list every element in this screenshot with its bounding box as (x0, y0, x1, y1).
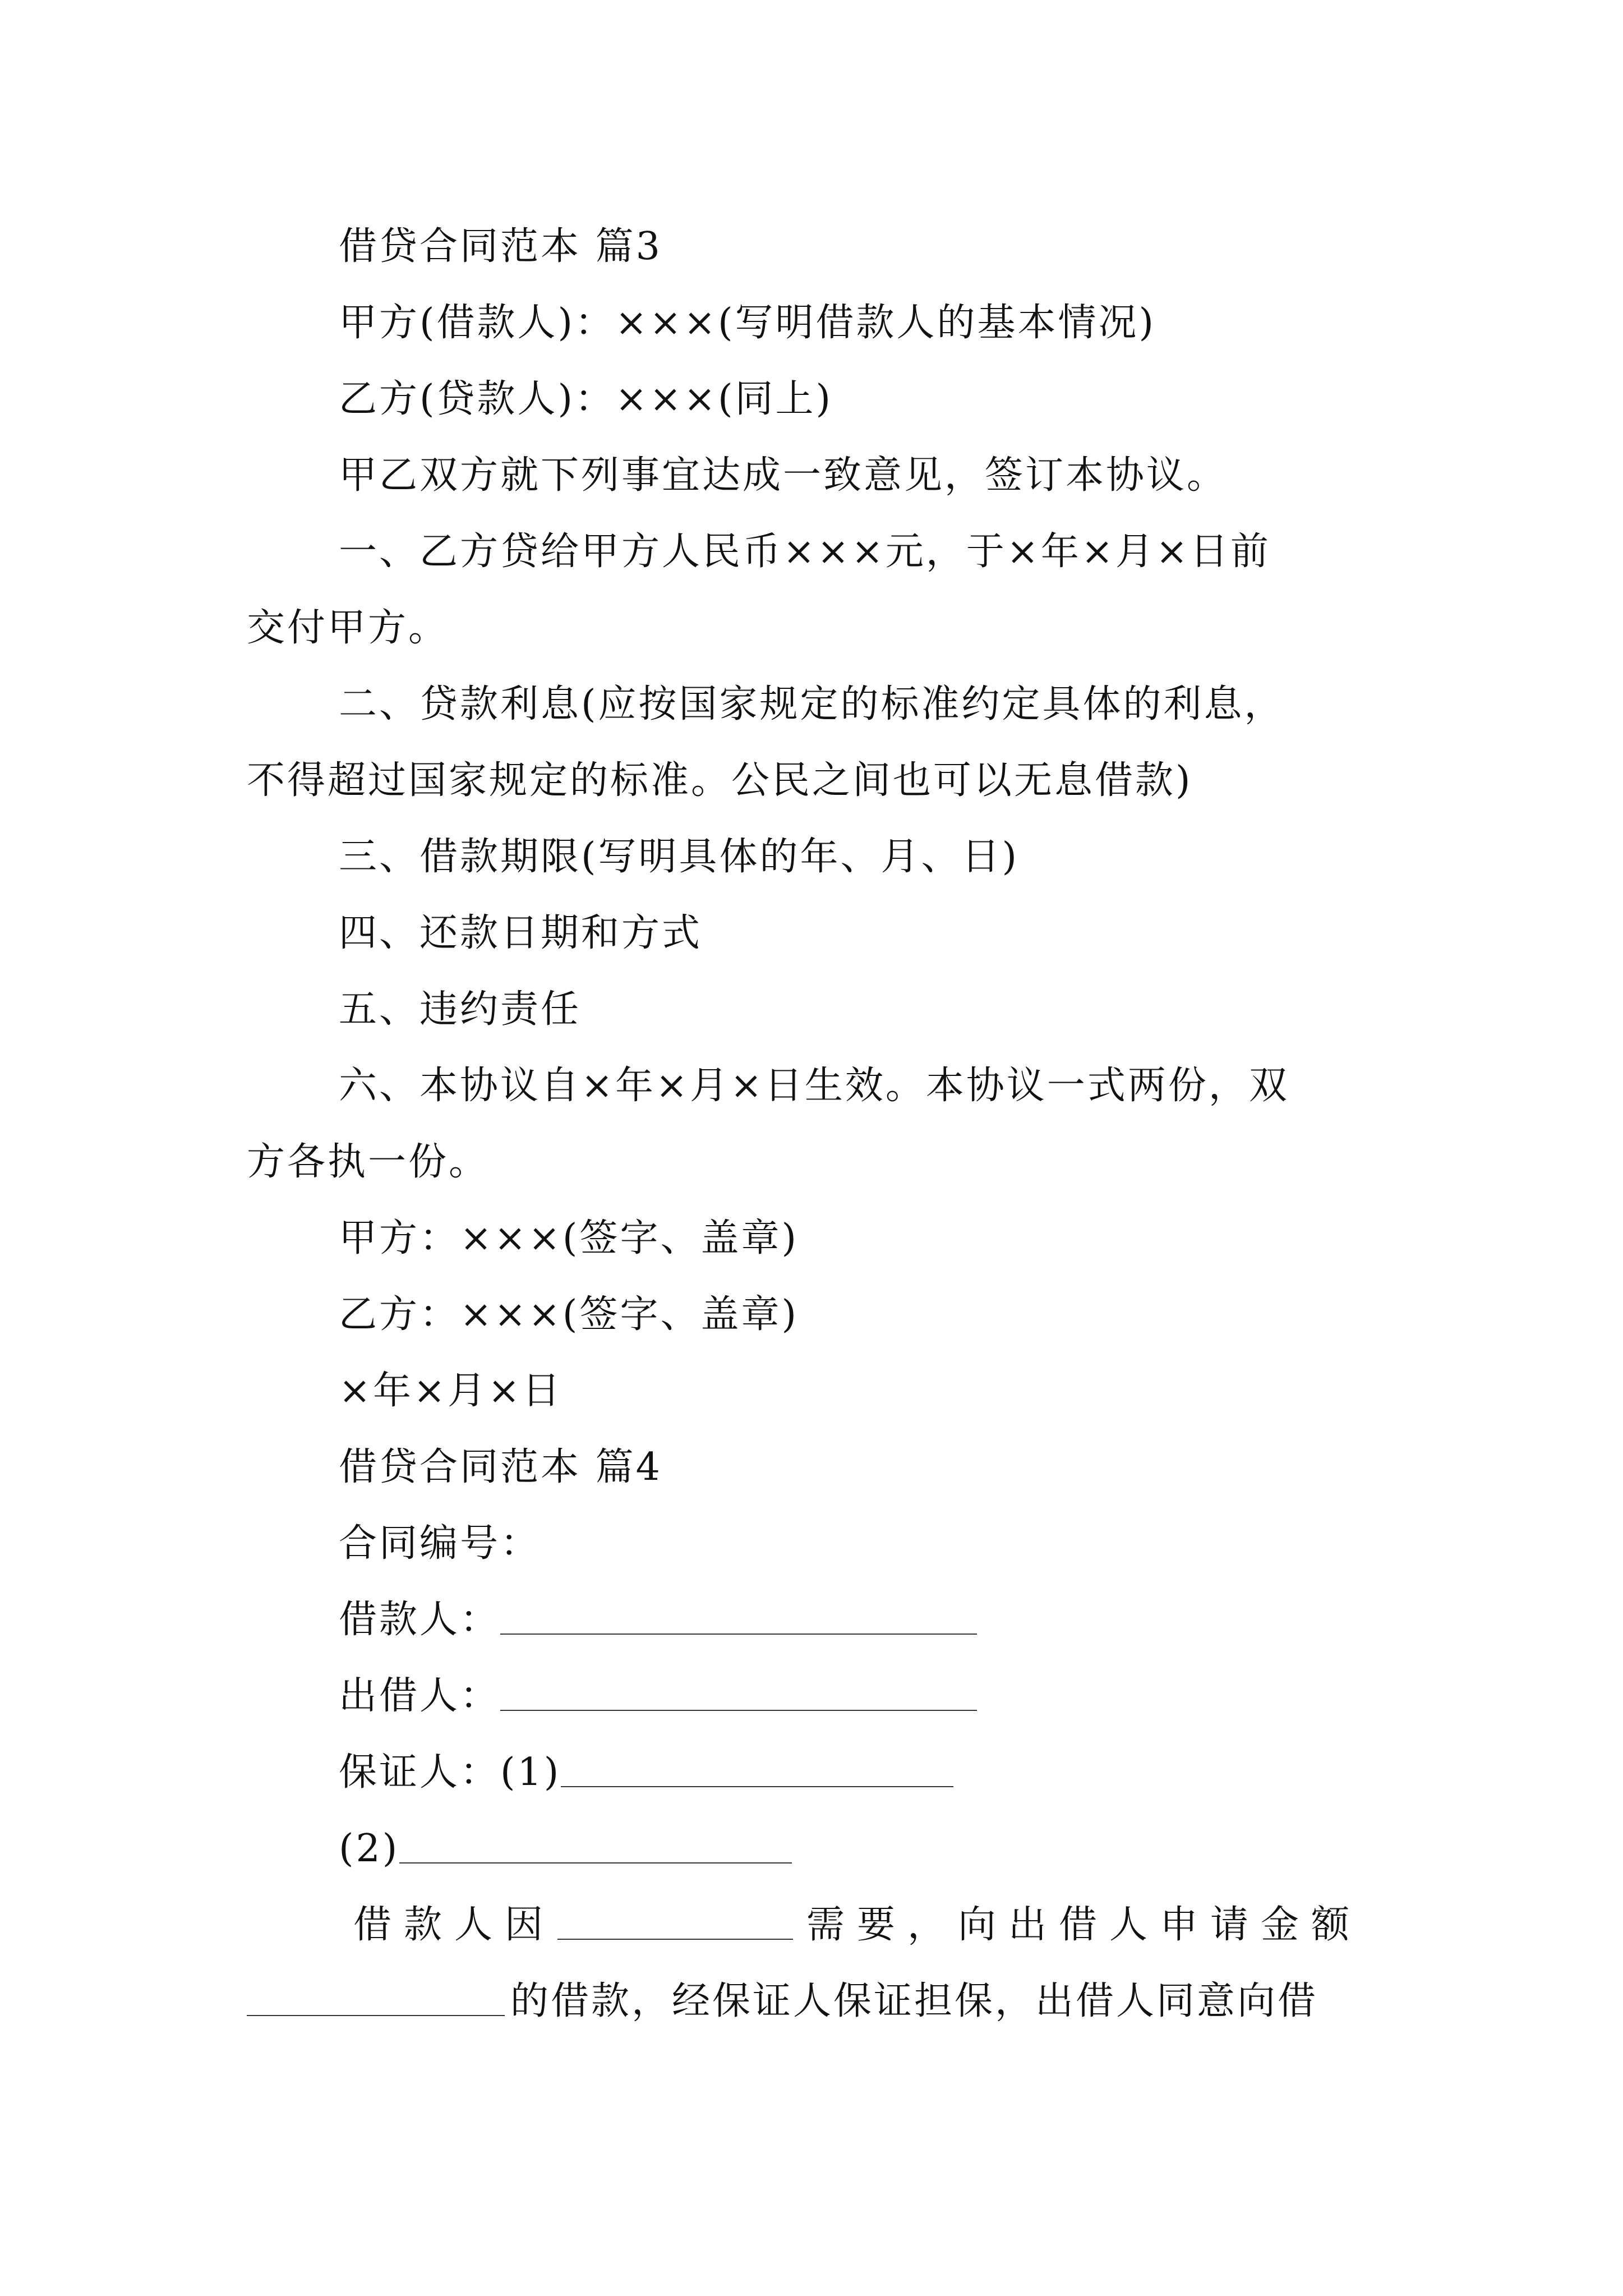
loan-amount-line (247, 1963, 1380, 2040)
signature-party-a: 甲方：×××(签字、盖章) (339, 1216, 799, 1260)
clause-1-line-2: 交付甲方。 (247, 606, 449, 650)
clause-2-line-2: 不得超过国家规定的标准。公民之间也可以无息借款) (247, 758, 1193, 803)
loan-purpose-blank[interactable] (557, 1938, 793, 1940)
borrower-blank[interactable] (500, 1633, 977, 1635)
loan-purpose-text-1: 借款人因 (353, 1903, 556, 1947)
clause-1-line-1: 一、乙方贷给甲方人民币×××元，于×年×月×日前 (339, 530, 1271, 574)
signature-date: ×年×月×日 (339, 1369, 562, 1413)
borrower-row (247, 1582, 1380, 1658)
document-body (247, 209, 1380, 2040)
lender-blank[interactable] (500, 1709, 977, 1711)
section-title-4: 借贷合同范本 篇4 (339, 1445, 662, 1489)
clause-6-line-2: 方各执一份。 (247, 1140, 490, 1184)
guarantor-1-blank[interactable] (561, 1786, 953, 1787)
signature-party-b: 乙方：×××(签字、盖章) (339, 1292, 799, 1337)
borrower-label: 借款人： (339, 1598, 501, 1642)
agreement-intro: 甲乙双方就下列事宜达成一致意见，签订本协议。 (339, 453, 1228, 498)
loan-purpose-line (247, 1887, 1380, 1963)
guarantor-2-blank[interactable] (399, 1862, 792, 1864)
party-b-line: 乙方(贷款人)：×××(同上) (339, 377, 833, 421)
guarantor-2-label: (2) (339, 1826, 400, 1871)
loan-purpose-text-2: 需要，向出借人申请金额 (806, 1903, 1362, 1947)
loan-amount-text: 的借款，经保证人保证担保，出借人同意向借 (510, 1979, 1318, 2023)
clause-6-line-1: 六、本协议自×年×月×日生效。本协议一式两份，双 (339, 1064, 1289, 1108)
party-a-line: 甲方(借款人)：×××(写明借款人的基本情况) (339, 301, 1156, 345)
clause-3: 三、借款期限(写明具体的年、月、日) (339, 835, 1020, 879)
guarantor-row-2 (247, 1811, 1380, 1887)
clause-4: 四、还款日期和方式 (339, 911, 703, 955)
guarantor-row-1 (247, 1734, 1380, 1811)
loan-amount-blank[interactable] (247, 2014, 505, 2016)
lender-label: 出借人： (339, 1674, 501, 1718)
lender-row (247, 1658, 1380, 1734)
clause-2-line-1: 二、贷款利息(应按国家规定的标准约定具体的利息， (339, 682, 1285, 726)
contract-number-label: 合同编号： (339, 1521, 541, 1566)
guarantor-label: 保证人：(1) (339, 1750, 561, 1795)
section-title-3: 借贷合同范本 篇3 (339, 224, 662, 269)
clause-5: 五、违约责任 (339, 987, 582, 1032)
